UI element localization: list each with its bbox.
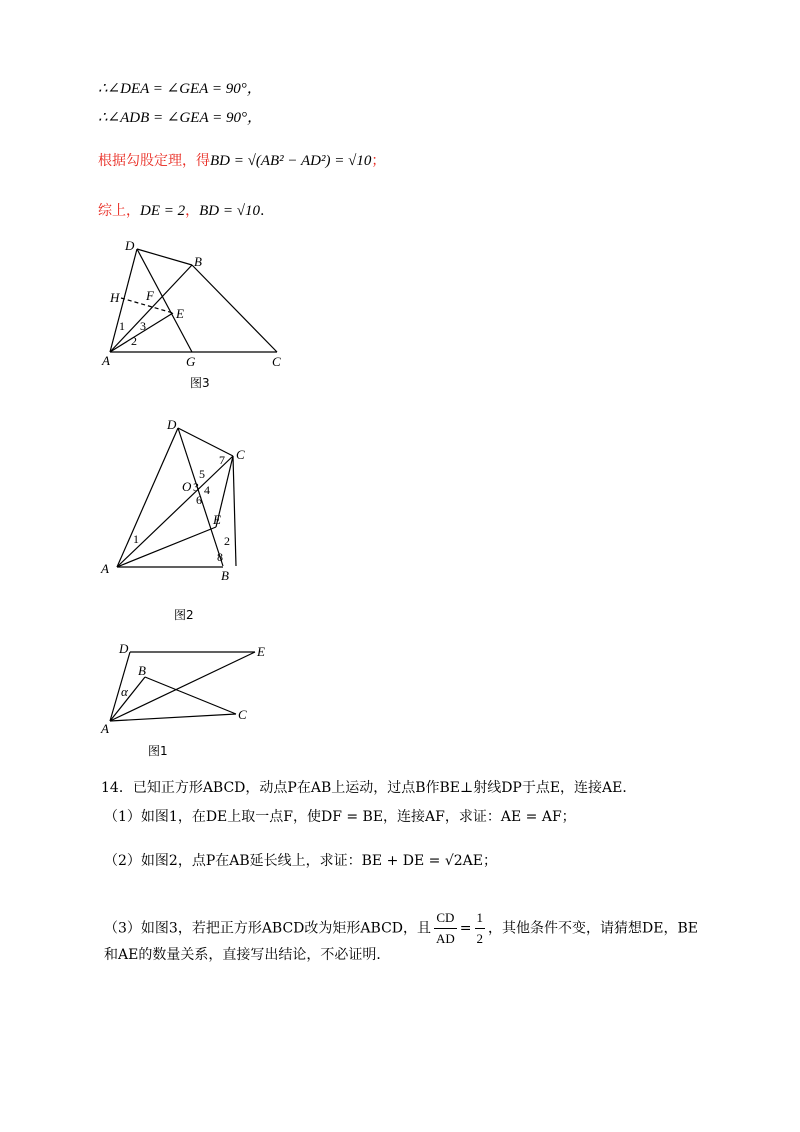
segment-ae [110,652,255,721]
angle-3: 3 [193,480,199,494]
figure-3-caption: 图3 [190,376,210,390]
problem-14-stem: 14．已知正方形ABCD，动点P在AB上运动，过点B作BE⊥射线DP于点E，连接AE． [101,780,637,796]
label-c: C [272,354,281,369]
label-a: A [101,721,109,735]
label-b: B [194,254,202,269]
angle-1: 1 [119,319,125,333]
solution-line-2: ∴∠ADB = ∠GEA = 90°， [98,110,262,126]
label-f: F [146,288,154,303]
pythagoras-formula: BD = √(AB² − AD²) = √10 [210,153,372,169]
label-d: D [167,417,177,432]
figure-1-caption: 图1 [148,744,168,758]
fraction-one-half: $\frac{1}{2}$ [476,910,484,946]
problem-14-part-3-continued: 和AE的数量关系，直接写出结论，不必证明． [104,947,391,963]
solution-line-3: 根据勾股定理，得BD = √(AB² − AD²) = √10； [98,153,386,169]
angle-8: 8 [217,550,223,564]
figure-3-diagram [95,235,315,375]
bd-result: BD = √10 [199,203,260,219]
solution-line-4: 综上，DE = 2，BD = √10. [98,203,265,219]
label-o: O [182,479,192,494]
label-b: B [138,663,146,678]
angle-4: 4 [204,483,210,497]
label-e: E [176,306,184,321]
label-h: H [110,290,120,305]
angle-6: 6 [196,493,202,507]
label-a: A [102,353,110,368]
angle-5: 5 [199,467,205,481]
label-c: C [236,447,245,462]
angle-7: 7 [219,453,225,467]
label-a: A [101,561,109,576]
label-c: C [238,707,247,722]
figure-1-diagram [95,635,280,735]
problem-14-part-2: （2）如图2，点P在AB延长线上，求证：BE + DE = √2AE； [104,853,498,869]
problem-14-part-3: （3）如图3，若把正方形ABCD改为矩形ABCD，且 $\frac{CD}{AD}$ = $\frac{1}{2}$ ，其他条件不变，请猜想DE，BE [104,908,698,949]
angle-1: 1 [133,532,139,546]
angle-2: 2 [131,334,137,348]
segment-bc [192,265,277,352]
segment-cb [233,456,236,566]
label-d: D [125,238,135,253]
label-e: E [213,512,221,527]
figure-2-diagram [95,410,265,590]
figure-2-caption: 图2 [174,608,194,622]
de-result: DE = 2 [140,203,186,219]
label-g: G [186,354,196,369]
fraction-cd-ad: $\frac{CD}{AD}$ [436,910,455,946]
angle-2: 2 [224,534,230,548]
angle-alpha: α [121,684,128,699]
angle-3: 3 [140,319,146,333]
solution-line-1: ∴∠DEA = ∠GEA = 90°， [98,81,262,97]
label-e: E [257,644,265,659]
label-b: B [221,568,229,583]
problem-14-part-1: （1）如图1，在DE上取一点F，使DF = BE，连接AF，求证：AE = AF； [104,809,576,825]
label-d: D [119,641,129,656]
segment-db [137,249,192,265]
segment-ac [110,714,236,721]
